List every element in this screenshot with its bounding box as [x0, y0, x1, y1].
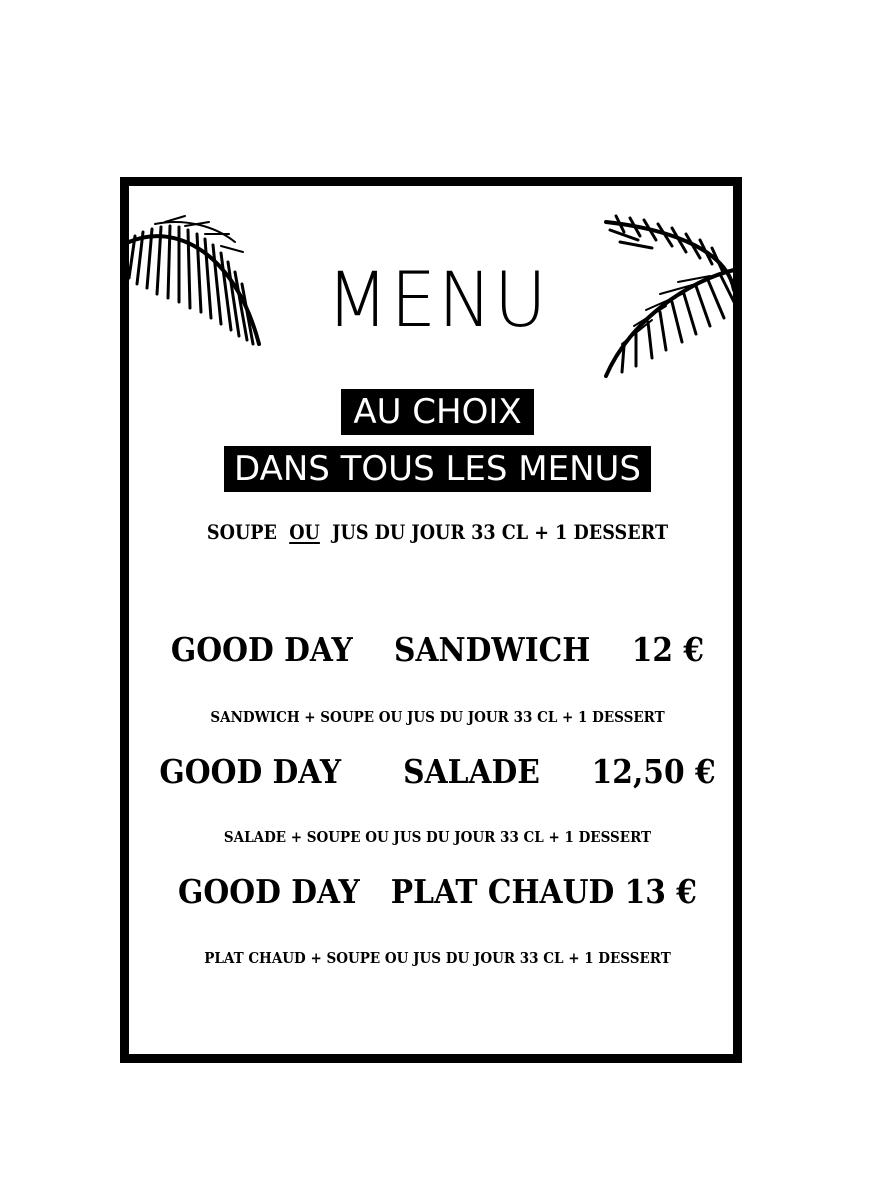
- menu-item-name: GOOD DAY: [178, 872, 360, 911]
- intro-underlined-or: OU: [289, 520, 320, 544]
- menu-intro: [53, 520, 823, 544]
- menu-item-name: GOOD DAY: [170, 630, 353, 669]
- au-choix-banner: [0, 389, 875, 435]
- menu-item-type: SANDWICH: [394, 630, 591, 669]
- menu-item-heading-sandwich: [44, 630, 832, 669]
- intro-part-1: SOUPE: [206, 520, 290, 544]
- menu-item-price: 12 €: [631, 630, 705, 669]
- menu-item-heading-plat-chaud: [44, 872, 832, 911]
- menu-item-type: SALADE: [403, 752, 540, 791]
- menu-title: MENU: [326, 255, 549, 344]
- menu-item-price: 13 €: [624, 872, 697, 911]
- au-choix-banner-label: AU CHOIX: [341, 389, 533, 435]
- menu-item-description-sandwich: SANDWICH + SOUPE OU JUS DU JOUR 33 CL + 1 DESSERT: [210, 708, 665, 726]
- menu-item-price: 12,50 €: [591, 752, 716, 791]
- menu-item-name: GOOD DAY: [159, 752, 342, 791]
- all-menus-banner: [0, 446, 875, 492]
- menu-item-type: PLAT CHAUD: [390, 872, 615, 911]
- menu-item-description-salade: SALADE + SOUPE OU JUS DU JOUR 33 CL + 1 DESSERT: [223, 828, 652, 846]
- all-menus-banner-label: DANS TOUS LES MENUS: [224, 446, 651, 492]
- menu-item-description-plat-chaud: PLAT CHAUD + SOUPE OU JUS DU JOUR 33 CL + 1 DESSERT: [204, 949, 671, 967]
- menu-item-heading-salade: [44, 752, 832, 791]
- intro-part-2: JUS DU JOUR 33 CL + 1 DESSERT: [319, 520, 669, 544]
